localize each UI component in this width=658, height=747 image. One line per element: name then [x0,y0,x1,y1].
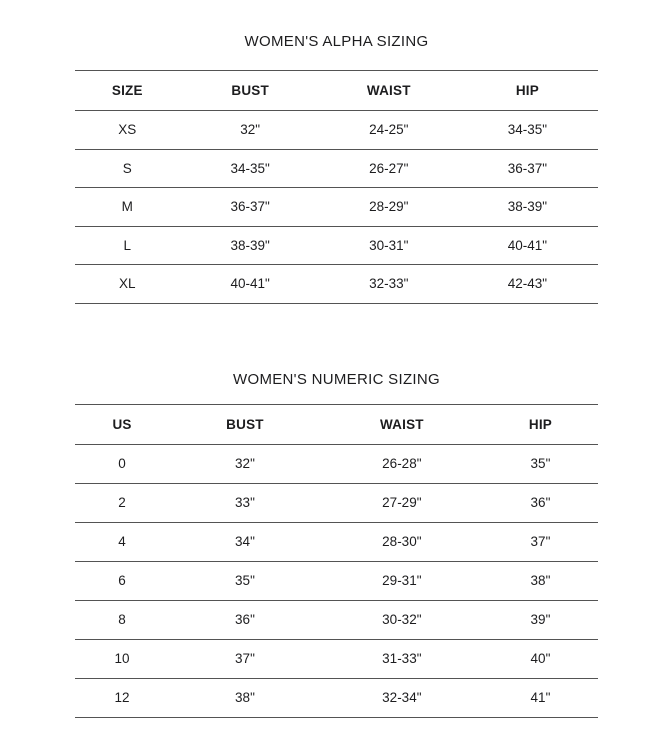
table-cell: 39" [530,612,551,627]
table-cell: 34-35" [230,160,270,176]
table-cell: 41" [530,690,551,705]
table-cell: 32-34" [382,690,422,705]
table-cell: 24-25" [369,122,409,138]
table-cell: 40-41" [230,276,270,292]
table-cell: 29-31" [382,573,422,588]
header-row [75,71,598,111]
table-cell: 27-29" [382,495,422,510]
table-cell: 34" [235,534,255,549]
table-cell: 38-39" [230,237,270,253]
table-cell: 8 [118,612,126,627]
table-cell: 42-43" [507,276,548,292]
alpha-sizing-table [75,70,598,304]
table-cell: 32" [235,456,255,471]
table-cell: 12 [114,690,130,705]
table-cell: 40-41" [507,237,548,253]
table-cell: 38" [235,690,255,705]
table-cell: 38" [530,573,551,588]
column-header: SIZE [111,83,143,98]
table-cell: 36-37" [507,160,548,176]
table-row [75,600,598,639]
column-header: HIP [528,416,552,432]
table-cell: M [121,199,133,215]
table-cell: 28-29" [369,199,409,215]
table-cell: 35" [530,456,551,471]
table-cell: 32-33" [369,276,409,292]
table-cell: 37" [235,651,255,666]
header-row [75,404,598,444]
table-row [75,444,598,483]
table-row [75,149,598,188]
table-cell: XL [119,276,136,292]
table-row [75,522,598,561]
table-cell: 33" [235,495,255,510]
table-row [75,561,598,600]
table-cell: 36-37" [230,199,270,215]
table-cell: 40" [530,651,551,666]
table-cell: 10 [114,651,130,666]
table-cell: S [122,160,132,176]
table-row [75,188,598,227]
table-cell: XS [118,122,137,138]
table-cell: 31-33" [382,651,422,666]
column-header: HIP [515,83,539,98]
table-cell: 30-31" [369,237,409,253]
column-header: BUST [226,416,264,432]
table-cell: L [123,237,132,253]
numeric-sizing-section [75,372,598,718]
table-row [75,639,598,678]
table-cell: 28-30" [382,534,422,549]
table-cell: 2 [118,495,126,510]
table-cell: 0 [118,456,126,471]
table-row [75,111,598,150]
column-header: WAIST [366,83,411,98]
table-cell: 26-27" [369,160,409,176]
table-cell: 34-35" [507,122,548,138]
table-cell: 37" [530,534,551,549]
table-row [75,226,598,265]
table-cell: 32" [240,122,261,138]
alpha-sizing-title: WOMEN'S ALPHA SIZING [244,33,429,50]
table-row [75,265,598,304]
table-cell: 4 [118,534,126,549]
table-cell: 36" [235,612,255,627]
numeric-sizing-table [75,404,598,718]
column-header: WAIST [379,416,424,432]
table-row [75,483,598,522]
table-cell: 6 [118,573,126,588]
numeric-sizing-title: WOMEN'S NUMERIC SIZING [233,370,440,388]
table-cell: 30-32" [382,612,422,627]
column-header: BUST [231,83,269,98]
table-cell: 35" [235,573,255,588]
table-cell: 36" [530,495,551,510]
table-row [75,678,598,717]
table-cell: 38-39" [507,199,548,215]
table-cell: 26-28" [382,456,422,471]
alpha-sizing-section [75,34,598,304]
column-header: US [112,416,132,432]
